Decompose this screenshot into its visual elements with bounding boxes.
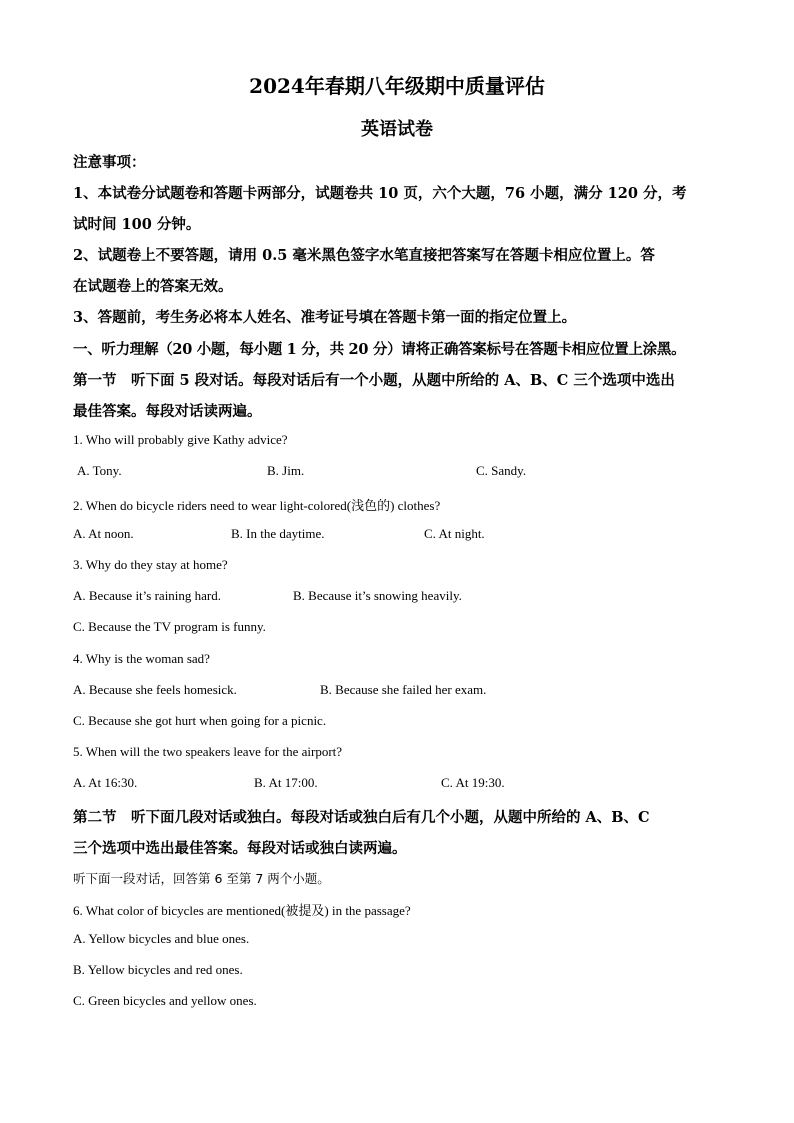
notice-item-1-line-2: 试时间 100 分钟。 <box>73 216 201 233</box>
question-6-option-c: C. Green bicycles and yellow ones. <box>73 993 257 1008</box>
question-2-option-c: C. At night. <box>424 526 485 541</box>
question-3-stem: 3. Why do they stay at home? <box>73 557 228 572</box>
question-2-option-a: A. At noon. <box>73 526 134 541</box>
notice-item-1-line-1: 1、本试卷分试题卷和答题卡两部分，试题卷共 10 页，六个大题，76 小题，满分 120 分，考 <box>73 185 687 202</box>
question-2-option-b: B. In the daytime. <box>231 526 325 541</box>
question-3-option-a: A. Because it’s raining hard. <box>73 588 222 603</box>
question-4-stem: 4. Why is the woman sad? <box>73 651 210 666</box>
question-3-option-c: C. Because the TV program is funny. <box>73 619 266 634</box>
question-4-option-c: C. Because she got hurt when going for a picnic. <box>73 713 327 728</box>
question-4-option-b: B. Because she failed her exam. <box>320 682 487 697</box>
question-3-option-b: B. Because it’s snowing heavily. <box>293 588 462 603</box>
exam-subtitle: 英语试卷 <box>361 119 433 140</box>
question-1-option-a: A. Tony. <box>77 463 122 478</box>
part-1-instruction-line-1: 第一节 听下面 5 段对话。每段对话后有一个小题，从题中所给的 A、B、C 三个选项中选出 <box>73 372 675 389</box>
notice-item-2-line-1: 2、试题卷上不要答题，请用 0.5 毫米黑色签字水笔直接把答案写在答题卡相应位置上。答 <box>73 247 655 264</box>
exam-title: 2024年春期八年级期中质量评估 <box>249 74 545 98</box>
part-1-instruction-line-2: 最佳答案。每段对话读两遍。 <box>73 403 262 420</box>
question-4-option-a: A. Because she feels homesick. <box>73 682 237 697</box>
notice-item-3: 3、答题前，考生务必将本人姓名、准考证号填在答题卡第一面的指定位置上。 <box>73 309 577 326</box>
question-5-stem: 5. When will the two speakers leave for the airport? <box>73 744 343 759</box>
question-1-option-b: B. Jim. <box>267 463 305 478</box>
dialog-intro: 听下面一段对话，回答第 6 至第 7 两个小题。 <box>73 871 330 886</box>
notice-heading: 注意事项： <box>73 154 146 171</box>
question-6-option-a: A. Yellow bicycles and blue ones. <box>73 931 250 946</box>
part-2-instruction-line-2: 三个选项中选出最佳答案。每段对话或独白读两遍。 <box>73 840 407 857</box>
question-5-option-b: B. At 17:00. <box>254 775 318 790</box>
question-5-option-c: C. At 19:30. <box>441 775 505 790</box>
section-1-heading: 一、听力理解（20 小题，每小题 1 分，共 20 分）请将正确答案标号在答题卡相应位置上涂黑。 <box>73 341 686 358</box>
question-1-stem: 1. Who will probably give Kathy advice? <box>73 432 288 447</box>
part-2-instruction-line-1: 第二节 听下面几段对话或独白。每段对话或独白后有几个小题，从题中所给的 A、B、C <box>73 809 650 826</box>
question-5-option-a: A. At 16:30. <box>73 775 138 790</box>
question-6-option-b: B. Yellow bicycles and red ones. <box>73 962 243 977</box>
question-6-stem: 6. What color of bicycles are mentioned(被提及) in the passage? <box>73 903 411 918</box>
question-1-option-c: C. Sandy. <box>476 463 527 478</box>
question-2-stem: 2. When do bicycle riders need to wear light-colored(浅色的) clothes? <box>73 498 441 513</box>
notice-item-2-line-2: 在试题卷上的答案无效。 <box>73 278 233 295</box>
